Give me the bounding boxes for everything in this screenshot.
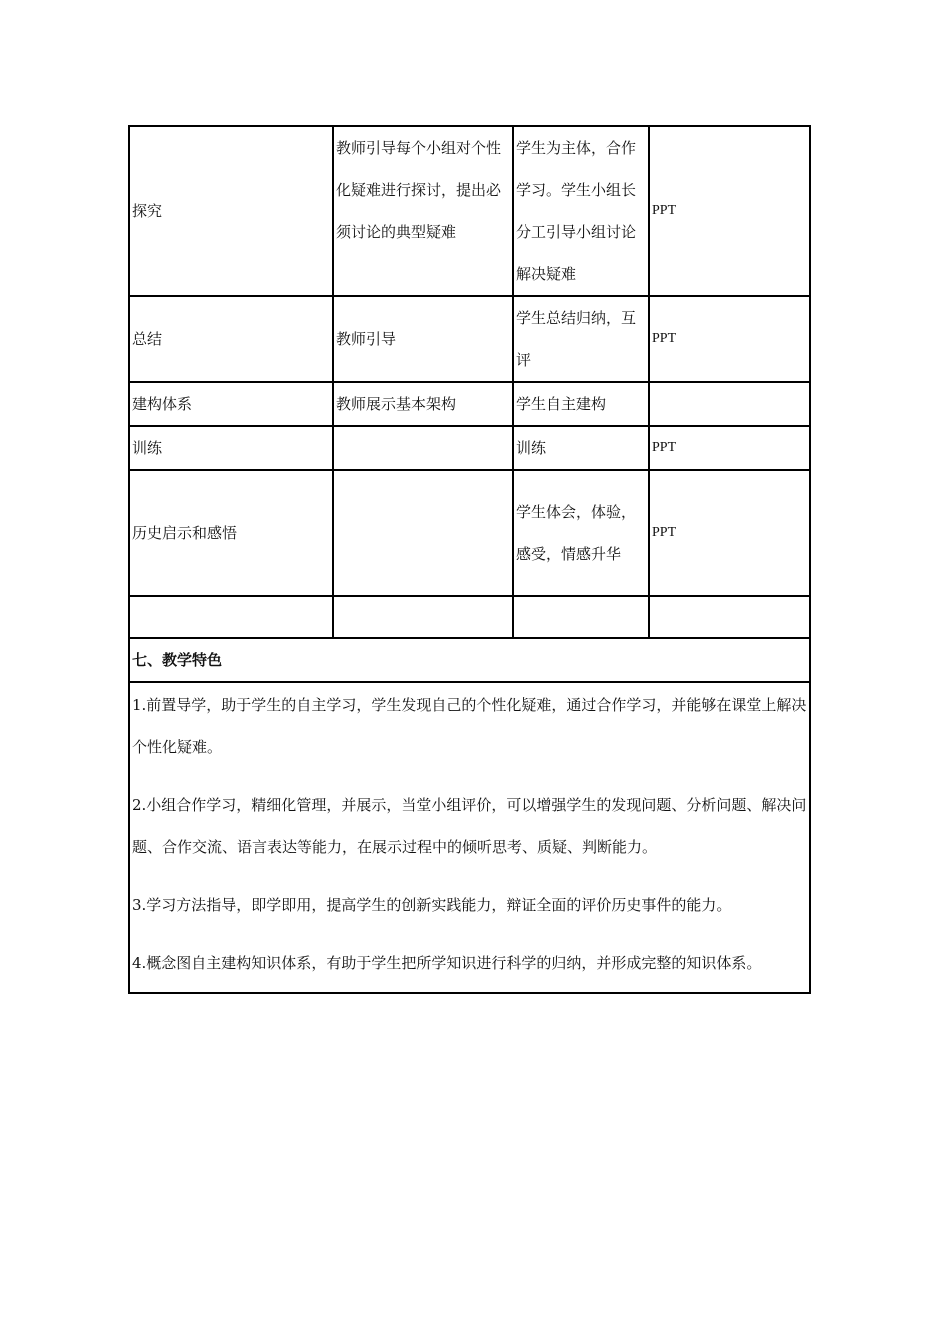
stage-text: 建构体系	[132, 395, 193, 413]
media-cell	[649, 426, 810, 470]
student-activity-cell	[513, 382, 649, 426]
teacher-activity-cell	[333, 470, 513, 596]
teacher-activity-cell	[333, 382, 513, 426]
media-text: PPT	[652, 203, 677, 218]
teacher-activity-text: 教师引导	[336, 330, 397, 348]
student-activity-text: 学生为主体，合作学习。学生小组长分工引导小组讨论解决疑难	[516, 139, 637, 283]
feature-paragraph: 2.小组合作学习，精细化管理，并展示，当堂小组评价，可以增强学生的发现问题、分析问题、解决问题、合作交流、语言表达等能力，在展示过程中的倾听思考、质疑、判断能力。	[132, 796, 807, 856]
table-row	[129, 426, 810, 470]
student-activity-cell	[513, 470, 649, 596]
student-activity-text: 训练	[516, 439, 547, 457]
media-text: PPT	[652, 440, 677, 455]
student-activity-text: 学生总结归纳，互评	[516, 309, 637, 369]
media-cell	[649, 470, 810, 596]
stage-text: 训练	[132, 439, 163, 457]
stage-text: 总结	[132, 330, 163, 348]
student-activity-cell	[513, 126, 649, 296]
stage-cell	[129, 382, 333, 426]
media-cell	[649, 296, 810, 382]
features-cell	[129, 682, 810, 993]
student-activity-text: 学生体会，体验，感受，情感升华	[516, 503, 637, 563]
table-row	[129, 382, 810, 426]
teacher-activity-cell	[333, 126, 513, 296]
media-cell	[649, 596, 810, 638]
media-cell	[649, 126, 810, 296]
table-row	[129, 126, 810, 296]
features-row	[129, 682, 810, 993]
stage-cell	[129, 470, 333, 596]
student-activity-cell	[513, 426, 649, 470]
media-text: PPT	[652, 331, 677, 346]
section-title-cell	[129, 638, 810, 682]
table-row	[129, 296, 810, 382]
teacher-activity-cell	[333, 426, 513, 470]
student-activity-text: 学生自主建构	[516, 395, 607, 413]
feature-paragraph: 4.概念图自主建构知识体系，有助于学生把所学知识进行科学的归纳，并形成完整的知识体系。	[132, 954, 762, 972]
feature-paragraph: 1.前置导学，助于学生的自主学习，学生发现自己的个性化疑难，通过合作学习，并能够在课堂上解决个性化疑难。	[132, 696, 807, 756]
media-text: PPT	[652, 525, 677, 540]
section-header-row	[129, 638, 810, 682]
stage-cell	[129, 296, 333, 382]
stage-cell	[129, 126, 333, 296]
table-row	[129, 470, 810, 596]
teacher-activity-text: 教师引导每个小组对个性化疑难进行探讨，提出必须讨论的典型疑难	[336, 139, 502, 241]
table-row	[129, 596, 810, 638]
teacher-activity-cell	[333, 596, 513, 638]
stage-cell	[129, 596, 333, 638]
stage-text: 历史启示和感悟	[132, 524, 238, 542]
teacher-activity-cell	[333, 296, 513, 382]
student-activity-cell	[513, 296, 649, 382]
lesson-plan-table	[128, 125, 811, 994]
teacher-activity-text: 教师展示基本架构	[336, 395, 457, 413]
stage-text: 探究	[132, 202, 163, 220]
feature-paragraph: 3.学习方法指导，即学即用，提高学生的创新实践能力，辩证全面的评价历史事件的能力。	[132, 896, 732, 914]
stage-cell	[129, 426, 333, 470]
student-activity-cell	[513, 596, 649, 638]
media-cell	[649, 382, 810, 426]
section-title: 七、教学特色	[132, 651, 223, 669]
